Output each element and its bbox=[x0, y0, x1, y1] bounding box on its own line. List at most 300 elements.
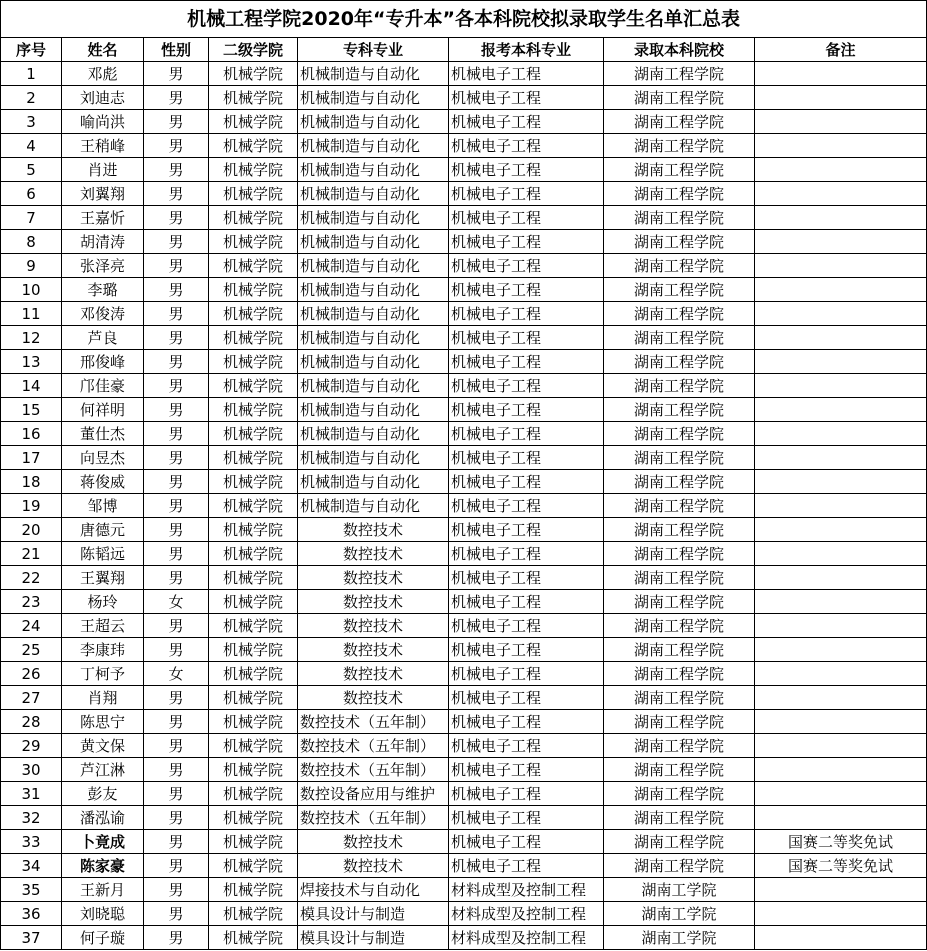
table-row bbox=[1, 734, 927, 758]
cell-college: 机械学院 bbox=[209, 254, 298, 278]
cell-college: 机械学院 bbox=[209, 110, 298, 134]
cell-college: 机械学院 bbox=[209, 182, 298, 206]
cell-name: 刘翼翔 bbox=[62, 182, 144, 206]
table-row bbox=[1, 134, 927, 158]
cell-college: 机械学院 bbox=[209, 134, 298, 158]
cell-major: 机械制造与自动化 bbox=[298, 86, 449, 110]
cell-major: 机械制造与自动化 bbox=[298, 110, 449, 134]
cell-note bbox=[755, 542, 927, 566]
cell-note bbox=[755, 446, 927, 470]
header-major: 专科专业 bbox=[298, 38, 449, 62]
cell-major: 数控技术 bbox=[298, 830, 449, 854]
cell-note bbox=[755, 614, 927, 638]
table-row bbox=[1, 86, 927, 110]
cell-gender: 男 bbox=[144, 350, 209, 374]
cell-target-major: 机械电子工程 bbox=[449, 134, 604, 158]
table-row bbox=[1, 254, 927, 278]
cell-college: 机械学院 bbox=[209, 566, 298, 590]
cell-admit-school: 湖南工程学院 bbox=[604, 782, 755, 806]
cell-no: 26 bbox=[1, 662, 62, 686]
cell-no: 8 bbox=[1, 230, 62, 254]
cell-target-major: 材料成型及控制工程 bbox=[449, 902, 604, 926]
table-row bbox=[1, 518, 927, 542]
table-row bbox=[1, 710, 927, 734]
cell-major: 机械制造与自动化 bbox=[298, 254, 449, 278]
cell-note bbox=[755, 182, 927, 206]
cell-target-major: 材料成型及控制工程 bbox=[449, 878, 604, 902]
cell-major: 数控技术 bbox=[298, 854, 449, 878]
cell-gender: 男 bbox=[144, 326, 209, 350]
cell-target-major: 机械电子工程 bbox=[449, 446, 604, 470]
cell-note bbox=[755, 158, 927, 182]
cell-target-major: 机械电子工程 bbox=[449, 158, 604, 182]
cell-no: 3 bbox=[1, 110, 62, 134]
table-body bbox=[1, 62, 927, 950]
cell-gender: 男 bbox=[144, 926, 209, 950]
cell-note bbox=[755, 878, 927, 902]
cell-target-major: 机械电子工程 bbox=[449, 662, 604, 686]
cell-note bbox=[755, 470, 927, 494]
cell-name: 黄文保 bbox=[62, 734, 144, 758]
table-row bbox=[1, 350, 927, 374]
cell-major: 焊接技术与自动化 bbox=[298, 878, 449, 902]
table-row bbox=[1, 854, 927, 878]
cell-no: 1 bbox=[1, 62, 62, 86]
cell-college: 机械学院 bbox=[209, 398, 298, 422]
table-row bbox=[1, 158, 927, 182]
cell-name: 王稍峰 bbox=[62, 134, 144, 158]
table-row bbox=[1, 230, 927, 254]
cell-college: 机械学院 bbox=[209, 806, 298, 830]
table-row bbox=[1, 926, 927, 950]
cell-name: 董仕杰 bbox=[62, 422, 144, 446]
cell-no: 17 bbox=[1, 446, 62, 470]
cell-name: 陈思宁 bbox=[62, 710, 144, 734]
cell-note bbox=[755, 374, 927, 398]
cell-gender: 男 bbox=[144, 758, 209, 782]
cell-college: 机械学院 bbox=[209, 494, 298, 518]
table-row bbox=[1, 206, 927, 230]
cell-target-major: 机械电子工程 bbox=[449, 326, 604, 350]
cell-major: 模具设计与制造 bbox=[298, 926, 449, 950]
cell-no: 30 bbox=[1, 758, 62, 782]
table-row bbox=[1, 398, 927, 422]
cell-name: 唐德元 bbox=[62, 518, 144, 542]
cell-no: 27 bbox=[1, 686, 62, 710]
cell-admit-school: 湖南工程学院 bbox=[604, 854, 755, 878]
cell-major: 数控技术 bbox=[298, 518, 449, 542]
cell-target-major: 机械电子工程 bbox=[449, 422, 604, 446]
cell-college: 机械学院 bbox=[209, 854, 298, 878]
cell-college: 机械学院 bbox=[209, 374, 298, 398]
table-row bbox=[1, 374, 927, 398]
cell-target-major: 机械电子工程 bbox=[449, 710, 604, 734]
cell-gender: 男 bbox=[144, 542, 209, 566]
cell-gender: 男 bbox=[144, 566, 209, 590]
cell-no: 9 bbox=[1, 254, 62, 278]
cell-no: 4 bbox=[1, 134, 62, 158]
cell-note bbox=[755, 422, 927, 446]
table-row bbox=[1, 902, 927, 926]
header-college: 二级学院 bbox=[209, 38, 298, 62]
cell-name: 何子璇 bbox=[62, 926, 144, 950]
cell-admit-school: 湖南工程学院 bbox=[604, 374, 755, 398]
cell-gender: 男 bbox=[144, 134, 209, 158]
cell-college: 机械学院 bbox=[209, 446, 298, 470]
cell-gender: 女 bbox=[144, 590, 209, 614]
cell-target-major: 机械电子工程 bbox=[449, 254, 604, 278]
table-row bbox=[1, 422, 927, 446]
cell-gender: 男 bbox=[144, 86, 209, 110]
cell-target-major: 机械电子工程 bbox=[449, 494, 604, 518]
cell-admit-school: 湖南工程学院 bbox=[604, 662, 755, 686]
cell-major: 机械制造与自动化 bbox=[298, 230, 449, 254]
cell-name: 喻尚洪 bbox=[62, 110, 144, 134]
cell-no: 29 bbox=[1, 734, 62, 758]
cell-note bbox=[755, 710, 927, 734]
cell-note bbox=[755, 398, 927, 422]
cell-name: 刘晓聪 bbox=[62, 902, 144, 926]
cell-gender: 男 bbox=[144, 614, 209, 638]
cell-major: 机械制造与自动化 bbox=[298, 206, 449, 230]
cell-admit-school: 湖南工程学院 bbox=[604, 446, 755, 470]
cell-major: 模具设计与制造 bbox=[298, 902, 449, 926]
cell-no: 12 bbox=[1, 326, 62, 350]
header-name: 姓名 bbox=[62, 38, 144, 62]
cell-target-major: 机械电子工程 bbox=[449, 350, 604, 374]
cell-major: 机械制造与自动化 bbox=[298, 62, 449, 86]
cell-note bbox=[755, 518, 927, 542]
cell-name: 芦良 bbox=[62, 326, 144, 350]
cell-admit-school: 湖南工程学院 bbox=[604, 518, 755, 542]
cell-name: 何祥明 bbox=[62, 398, 144, 422]
cell-note: 国赛二等奖免试 bbox=[755, 854, 927, 878]
cell-admit-school: 湖南工程学院 bbox=[604, 710, 755, 734]
cell-name: 彭友 bbox=[62, 782, 144, 806]
cell-name: 卜竟成 bbox=[62, 830, 144, 854]
cell-gender: 男 bbox=[144, 710, 209, 734]
cell-gender: 男 bbox=[144, 206, 209, 230]
cell-admit-school: 湖南工程学院 bbox=[604, 806, 755, 830]
cell-admit-school: 湖南工程学院 bbox=[604, 254, 755, 278]
cell-admit-school: 湖南工程学院 bbox=[604, 230, 755, 254]
cell-name: 王新月 bbox=[62, 878, 144, 902]
cell-admit-school: 湖南工程学院 bbox=[604, 638, 755, 662]
cell-admit-school: 湖南工程学院 bbox=[604, 302, 755, 326]
cell-admit-school: 湖南工程学院 bbox=[604, 182, 755, 206]
cell-major: 机械制造与自动化 bbox=[298, 470, 449, 494]
header-note: 备注 bbox=[755, 38, 927, 62]
cell-note bbox=[755, 134, 927, 158]
cell-gender: 男 bbox=[144, 182, 209, 206]
cell-gender: 男 bbox=[144, 254, 209, 278]
cell-major: 数控技术 bbox=[298, 614, 449, 638]
table-row bbox=[1, 830, 927, 854]
cell-college: 机械学院 bbox=[209, 590, 298, 614]
cell-gender: 男 bbox=[144, 158, 209, 182]
cell-name: 王翼翔 bbox=[62, 566, 144, 590]
cell-note bbox=[755, 110, 927, 134]
table-row bbox=[1, 542, 927, 566]
cell-name: 陈家豪 bbox=[62, 854, 144, 878]
cell-no: 14 bbox=[1, 374, 62, 398]
table-row bbox=[1, 302, 927, 326]
cell-gender: 男 bbox=[144, 518, 209, 542]
cell-name: 蒋俊威 bbox=[62, 470, 144, 494]
cell-college: 机械学院 bbox=[209, 326, 298, 350]
cell-gender: 男 bbox=[144, 878, 209, 902]
table-row bbox=[1, 566, 927, 590]
cell-target-major: 机械电子工程 bbox=[449, 830, 604, 854]
cell-note bbox=[755, 206, 927, 230]
cell-gender: 男 bbox=[144, 902, 209, 926]
cell-admit-school: 湖南工程学院 bbox=[604, 566, 755, 590]
cell-name: 刘迪志 bbox=[62, 86, 144, 110]
cell-major: 数控技术 bbox=[298, 542, 449, 566]
cell-gender: 男 bbox=[144, 494, 209, 518]
cell-no: 18 bbox=[1, 470, 62, 494]
cell-major: 机械制造与自动化 bbox=[298, 278, 449, 302]
cell-target-major: 机械电子工程 bbox=[449, 206, 604, 230]
cell-note bbox=[755, 326, 927, 350]
cell-major: 数控技术（五年制） bbox=[298, 710, 449, 734]
cell-no: 32 bbox=[1, 806, 62, 830]
cell-no: 33 bbox=[1, 830, 62, 854]
table-row bbox=[1, 758, 927, 782]
cell-college: 机械学院 bbox=[209, 710, 298, 734]
header-admit-school: 录取本科院校 bbox=[604, 38, 755, 62]
cell-major: 机械制造与自动化 bbox=[298, 182, 449, 206]
cell-name: 肖翔 bbox=[62, 686, 144, 710]
cell-note bbox=[755, 86, 927, 110]
cell-college: 机械学院 bbox=[209, 782, 298, 806]
cell-admit-school: 湖南工学院 bbox=[604, 926, 755, 950]
cell-major: 数控技术 bbox=[298, 638, 449, 662]
cell-gender: 男 bbox=[144, 110, 209, 134]
cell-college: 机械学院 bbox=[209, 926, 298, 950]
cell-gender: 男 bbox=[144, 734, 209, 758]
cell-name: 邓彪 bbox=[62, 62, 144, 86]
cell-gender: 女 bbox=[144, 662, 209, 686]
cell-major: 数控技术（五年制） bbox=[298, 734, 449, 758]
table-row bbox=[1, 590, 927, 614]
cell-note bbox=[755, 302, 927, 326]
cell-name: 邹博 bbox=[62, 494, 144, 518]
cell-gender: 男 bbox=[144, 398, 209, 422]
cell-gender: 男 bbox=[144, 854, 209, 878]
cell-gender: 男 bbox=[144, 374, 209, 398]
cell-gender: 男 bbox=[144, 278, 209, 302]
cell-gender: 男 bbox=[144, 470, 209, 494]
cell-admit-school: 湖南工程学院 bbox=[604, 494, 755, 518]
cell-major: 机械制造与自动化 bbox=[298, 494, 449, 518]
cell-college: 机械学院 bbox=[209, 518, 298, 542]
cell-target-major: 机械电子工程 bbox=[449, 518, 604, 542]
cell-name: 肖进 bbox=[62, 158, 144, 182]
cell-target-major: 机械电子工程 bbox=[449, 278, 604, 302]
cell-college: 机械学院 bbox=[209, 686, 298, 710]
cell-note bbox=[755, 494, 927, 518]
table-row bbox=[1, 614, 927, 638]
cell-major: 机械制造与自动化 bbox=[298, 422, 449, 446]
cell-college: 机械学院 bbox=[209, 470, 298, 494]
cell-gender: 男 bbox=[144, 806, 209, 830]
cell-note bbox=[755, 782, 927, 806]
cell-major: 数控技术（五年制） bbox=[298, 758, 449, 782]
header-no: 序号 bbox=[1, 38, 62, 62]
header-gender: 性别 bbox=[144, 38, 209, 62]
cell-name: 李康玮 bbox=[62, 638, 144, 662]
cell-gender: 男 bbox=[144, 302, 209, 326]
cell-college: 机械学院 bbox=[209, 422, 298, 446]
table-row bbox=[1, 278, 927, 302]
cell-major: 数控技术 bbox=[298, 662, 449, 686]
cell-admit-school: 湖南工程学院 bbox=[604, 158, 755, 182]
cell-target-major: 机械电子工程 bbox=[449, 542, 604, 566]
cell-note bbox=[755, 806, 927, 830]
cell-name: 邓俊涛 bbox=[62, 302, 144, 326]
cell-major: 机械制造与自动化 bbox=[298, 398, 449, 422]
cell-no: 36 bbox=[1, 902, 62, 926]
table-row bbox=[1, 662, 927, 686]
cell-no: 24 bbox=[1, 614, 62, 638]
cell-no: 22 bbox=[1, 566, 62, 590]
cell-gender: 男 bbox=[144, 686, 209, 710]
cell-college: 机械学院 bbox=[209, 662, 298, 686]
cell-note bbox=[755, 230, 927, 254]
cell-college: 机械学院 bbox=[209, 638, 298, 662]
cell-admit-school: 湖南工程学院 bbox=[604, 830, 755, 854]
cell-name: 张泽亮 bbox=[62, 254, 144, 278]
cell-no: 2 bbox=[1, 86, 62, 110]
cell-target-major: 机械电子工程 bbox=[449, 734, 604, 758]
cell-major: 数控技术（五年制） bbox=[298, 806, 449, 830]
cell-no: 6 bbox=[1, 182, 62, 206]
cell-college: 机械学院 bbox=[209, 302, 298, 326]
cell-no: 16 bbox=[1, 422, 62, 446]
cell-note bbox=[755, 662, 927, 686]
cell-note bbox=[755, 254, 927, 278]
cell-note bbox=[755, 590, 927, 614]
table-row bbox=[1, 806, 927, 830]
cell-note: 国赛二等奖免试 bbox=[755, 830, 927, 854]
cell-no: 19 bbox=[1, 494, 62, 518]
cell-admit-school: 湖南工程学院 bbox=[604, 206, 755, 230]
cell-gender: 男 bbox=[144, 782, 209, 806]
cell-name: 王超云 bbox=[62, 614, 144, 638]
cell-college: 机械学院 bbox=[209, 206, 298, 230]
cell-gender: 男 bbox=[144, 446, 209, 470]
cell-name: 向昱杰 bbox=[62, 446, 144, 470]
cell-major: 数控技术 bbox=[298, 686, 449, 710]
cell-college: 机械学院 bbox=[209, 830, 298, 854]
cell-note bbox=[755, 278, 927, 302]
title-row bbox=[1, 1, 927, 38]
cell-no: 5 bbox=[1, 158, 62, 182]
cell-college: 机械学院 bbox=[209, 278, 298, 302]
cell-no: 7 bbox=[1, 206, 62, 230]
cell-college: 机械学院 bbox=[209, 734, 298, 758]
cell-admit-school: 湖南工程学院 bbox=[604, 734, 755, 758]
cell-admit-school: 湖南工程学院 bbox=[604, 614, 755, 638]
cell-target-major: 机械电子工程 bbox=[449, 782, 604, 806]
cell-note bbox=[755, 350, 927, 374]
cell-college: 机械学院 bbox=[209, 878, 298, 902]
cell-college: 机械学院 bbox=[209, 902, 298, 926]
cell-no: 34 bbox=[1, 854, 62, 878]
cell-college: 机械学院 bbox=[209, 230, 298, 254]
cell-note bbox=[755, 686, 927, 710]
cell-no: 35 bbox=[1, 878, 62, 902]
cell-college: 机械学院 bbox=[209, 158, 298, 182]
table-row bbox=[1, 470, 927, 494]
cell-target-major: 机械电子工程 bbox=[449, 398, 604, 422]
cell-target-major: 机械电子工程 bbox=[449, 86, 604, 110]
cell-no: 31 bbox=[1, 782, 62, 806]
cell-admit-school: 湖南工程学院 bbox=[604, 62, 755, 86]
cell-target-major: 机械电子工程 bbox=[449, 758, 604, 782]
cell-no: 20 bbox=[1, 518, 62, 542]
cell-target-major: 机械电子工程 bbox=[449, 374, 604, 398]
cell-admit-school: 湖南工程学院 bbox=[604, 422, 755, 446]
cell-no: 15 bbox=[1, 398, 62, 422]
cell-target-major: 机械电子工程 bbox=[449, 590, 604, 614]
cell-target-major: 机械电子工程 bbox=[449, 470, 604, 494]
cell-major: 数控技术 bbox=[298, 566, 449, 590]
cell-college: 机械学院 bbox=[209, 62, 298, 86]
cell-note bbox=[755, 62, 927, 86]
cell-target-major: 机械电子工程 bbox=[449, 854, 604, 878]
cell-admit-school: 湖南工程学院 bbox=[604, 86, 755, 110]
cell-target-major: 机械电子工程 bbox=[449, 182, 604, 206]
cell-name: 李璐 bbox=[62, 278, 144, 302]
cell-name: 杨玲 bbox=[62, 590, 144, 614]
cell-target-major: 机械电子工程 bbox=[449, 638, 604, 662]
table-row bbox=[1, 782, 927, 806]
cell-name: 王嘉忻 bbox=[62, 206, 144, 230]
cell-no: 13 bbox=[1, 350, 62, 374]
cell-name: 陈韬远 bbox=[62, 542, 144, 566]
cell-target-major: 机械电子工程 bbox=[449, 62, 604, 86]
cell-college: 机械学院 bbox=[209, 86, 298, 110]
cell-major: 机械制造与自动化 bbox=[298, 350, 449, 374]
cell-gender: 男 bbox=[144, 638, 209, 662]
cell-no: 11 bbox=[1, 302, 62, 326]
cell-name: 胡清涛 bbox=[62, 230, 144, 254]
cell-admit-school: 湖南工程学院 bbox=[604, 758, 755, 782]
cell-target-major: 机械电子工程 bbox=[449, 686, 604, 710]
cell-major: 机械制造与自动化 bbox=[298, 134, 449, 158]
cell-major: 机械制造与自动化 bbox=[298, 374, 449, 398]
cell-no: 23 bbox=[1, 590, 62, 614]
table-row bbox=[1, 446, 927, 470]
cell-admit-school: 湖南工学院 bbox=[604, 902, 755, 926]
cell-no: 21 bbox=[1, 542, 62, 566]
cell-major: 数控设备应用与维护 bbox=[298, 782, 449, 806]
table-title: 机械工程学院2020年“专升本”各本科院校拟录取学生名单汇总表 bbox=[1, 1, 927, 38]
cell-admit-school: 湖南工程学院 bbox=[604, 398, 755, 422]
cell-gender: 男 bbox=[144, 422, 209, 446]
cell-major: 机械制造与自动化 bbox=[298, 446, 449, 470]
table-row bbox=[1, 182, 927, 206]
header-row bbox=[1, 38, 927, 62]
cell-admit-school: 湖南工程学院 bbox=[604, 278, 755, 302]
cell-admit-school: 湖南工程学院 bbox=[604, 542, 755, 566]
cell-admit-school: 湖南工程学院 bbox=[604, 110, 755, 134]
cell-admit-school: 湖南工程学院 bbox=[604, 686, 755, 710]
cell-note bbox=[755, 638, 927, 662]
cell-admit-school: 湖南工程学院 bbox=[604, 326, 755, 350]
